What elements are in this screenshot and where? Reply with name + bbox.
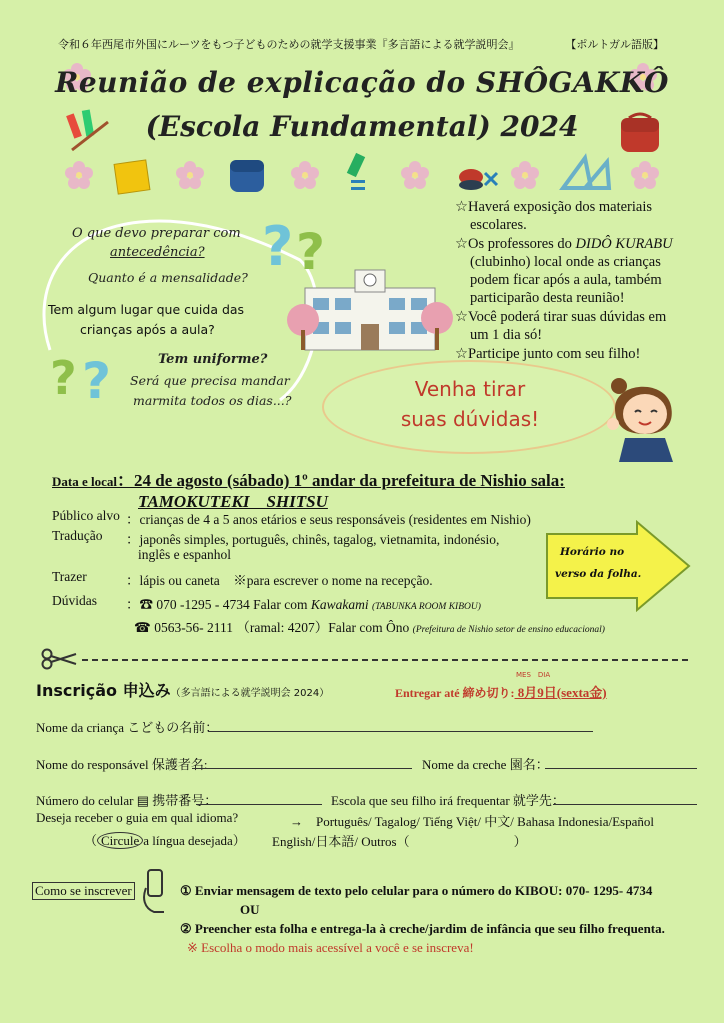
svg-text:?: ? <box>50 351 77 405</box>
or-text: OU <box>240 902 260 917</box>
question-marks-icon <box>50 338 130 408</box>
circle-rest: a língua desejada） <box>143 833 246 848</box>
flower-icon <box>400 160 430 190</box>
deadline-row <box>395 682 607 701</box>
arrow-text-1: Horário no <box>560 546 625 558</box>
flower-icon <box>510 160 540 190</box>
public-value: ：crianças de 4 a 5 anos etários e seus responsáveis (residentes em Nishio) <box>126 512 531 527</box>
phone1-row <box>126 593 481 613</box>
question-fee: Quanto é a mensalidade? <box>88 270 248 285</box>
bullet-participate: ☆Participe junto com seu filho! <box>455 346 641 362</box>
language-options-2[interactable]: English/日本語/ Outros（ ） <box>272 834 527 849</box>
creche-name-field[interactable] <box>545 768 697 769</box>
svg-text:?: ? <box>296 223 326 280</box>
question-care-2: crianças após a aula? <box>80 322 215 337</box>
bullet-teachers-text: ☆Os professores do <box>455 236 576 252</box>
note-text: ※ Escolha o modo mais acessível a você e se inscreva! <box>187 940 474 955</box>
page-title-line1: Reunião de explicação do SHÔGAKKÔ <box>55 66 669 99</box>
form-title: Inscrição 申込み <box>36 681 171 700</box>
question-lunch-2: marmita todos os dias...? <box>133 393 292 408</box>
school-label: Escola que seu filho irá frequentar 就学先： <box>331 793 565 808</box>
bubble-text-2: suas dúvidas! <box>400 407 540 431</box>
step1-text: ① Enviar mensagem de texto pelo celular para o número do KIBOU: 070- 1295- 4734 <box>180 883 653 898</box>
form-title-row <box>36 678 329 701</box>
flower-icon <box>290 160 320 190</box>
public-label: Público alvo <box>52 508 120 523</box>
question-prepare-2: antecedência? <box>110 245 205 260</box>
bullet-exhibition: ☆Haverá exposição dos materiais <box>455 199 652 215</box>
child-name-label: Nome da criança こどもの名前： <box>36 720 219 735</box>
phone1-org: (TABUNKA ROOM KIBOU) <box>372 602 481 612</box>
school-field[interactable] <box>553 804 697 805</box>
notebook-icon <box>112 158 152 196</box>
bullet-doubts: ☆Você poderá tirar suas dúvidas em <box>455 309 667 325</box>
how-to-apply-label: Como se inscrever <box>32 882 135 900</box>
school-building-icon <box>285 258 455 358</box>
bullet-exhibition-2: escolares. <box>470 217 527 233</box>
paint-tubes-icon <box>62 100 112 155</box>
guardian-name-field[interactable] <box>192 768 412 769</box>
question-uniform: Tem uniforme? <box>158 352 268 367</box>
language-options-1[interactable]: → Português/ Tagalog/ Tiếng Việt/ 中文/ Bahasa Indonesia/Español <box>290 814 654 829</box>
bullet-teachers-em: DIDÔ KURABU <box>575 236 673 252</box>
page-title-line2: (Escola Fundamental) 2024 <box>145 110 579 143</box>
translation-value-2: inglês e espanhol <box>138 547 231 562</box>
red-backpack-icon <box>615 110 665 156</box>
circle-word: Circule <box>97 832 143 849</box>
phone-label: Número do celular ▤ 携帯番号： <box>36 793 218 808</box>
form-subtitle: （多言語による就学説明会 2024） <box>170 688 330 699</box>
deadline-mes-dia: MES DIA <box>516 671 551 679</box>
flower-icon <box>64 160 94 190</box>
step2-text: ② Preencher esta folha e entrega-la à creche/jardim de infância que seu filho frequenta. <box>180 921 665 936</box>
bullet-doubts-2: um 1 dia só! <box>470 327 543 343</box>
bubble-text-1: Venha tirar <box>414 377 526 401</box>
scissors-icon <box>40 648 80 670</box>
arrow-text-2: verso da folha. <box>555 568 642 580</box>
svg-text:?: ? <box>82 352 112 408</box>
bring-label: Trazer <box>52 569 87 584</box>
pencil-icon <box>345 150 369 196</box>
smartphone-icon <box>140 868 170 914</box>
bullet-teachers-2: (clubinho) local onde as crianças <box>470 254 661 270</box>
question-care: Tem algum lugar que cuida das <box>48 302 245 317</box>
creche-name-label: Nome da creche 園名： <box>422 757 549 772</box>
bullet-teachers-3: podem ficar após a aula, também <box>470 272 662 288</box>
question-prepare: O que devo preparar com <box>72 226 241 241</box>
phone2-number: ☎ 0563-56- 2111 （ramal: 4207）Falar com Ôno <box>134 620 410 635</box>
bullet-teachers <box>455 235 673 253</box>
svg-text:?: ? <box>262 215 294 278</box>
phone-field[interactable] <box>196 804 322 805</box>
child-name-field[interactable] <box>208 731 593 732</box>
phone2-org: (Prefeitura de Nishio setor de ensino educacional) <box>412 625 605 635</box>
bring-value: ：lápis ou caneta ※para escrever o nome na recepção. <box>126 573 433 588</box>
deadline-label: Entregar até 締め切り: <box>395 686 515 700</box>
circle-open-paren: （ <box>84 833 98 848</box>
language-question: Deseja receber o guia em qual idioma? <box>36 810 239 825</box>
header-language-tag: 【ポルトガル語版】 <box>565 38 664 51</box>
backpack-icon <box>222 150 272 196</box>
ruler-icon <box>555 152 615 194</box>
translation-label: Tradução <box>52 528 103 543</box>
guardian-name-label: Nome do responsável 保護者名: <box>36 757 208 772</box>
schedule-arrow-icon <box>545 520 691 612</box>
circle-instruction <box>84 830 246 849</box>
phone1-contact: Kawakami <box>310 597 369 612</box>
doubts-label: Dúvidas <box>52 593 97 608</box>
phone2-row <box>134 616 605 636</box>
translation-value: ：japonês simples, português, chinês, tagalog, vietnamita, indonésio, <box>126 532 500 547</box>
date-value: ：24 de agosto (sábado) 1º andar da prefeitura de Nishio sala: <box>116 471 565 490</box>
question-lunch: Será que precisa mandar <box>130 373 290 388</box>
teacher-icon <box>605 372 685 462</box>
flower-icon <box>630 160 660 190</box>
header-project-text: 令和６年西尾市外国にルーツをもつ子どものための就学支援事業『多言語による就学説明会』 <box>58 38 520 51</box>
room-name: TAMOKUTEKI SHITSU <box>138 492 328 511</box>
bullet-teachers-4: participarão desta reunião! <box>470 290 625 306</box>
phone1-number: ：☎ 070 -1295 - 4734 Falar com <box>126 597 311 612</box>
deadline-value: 8月9日(sexta金) <box>514 685 607 700</box>
date-label: Data e local <box>52 474 117 489</box>
flower-icon <box>175 160 205 190</box>
eraser-icon <box>455 165 501 195</box>
cut-line <box>82 659 688 661</box>
